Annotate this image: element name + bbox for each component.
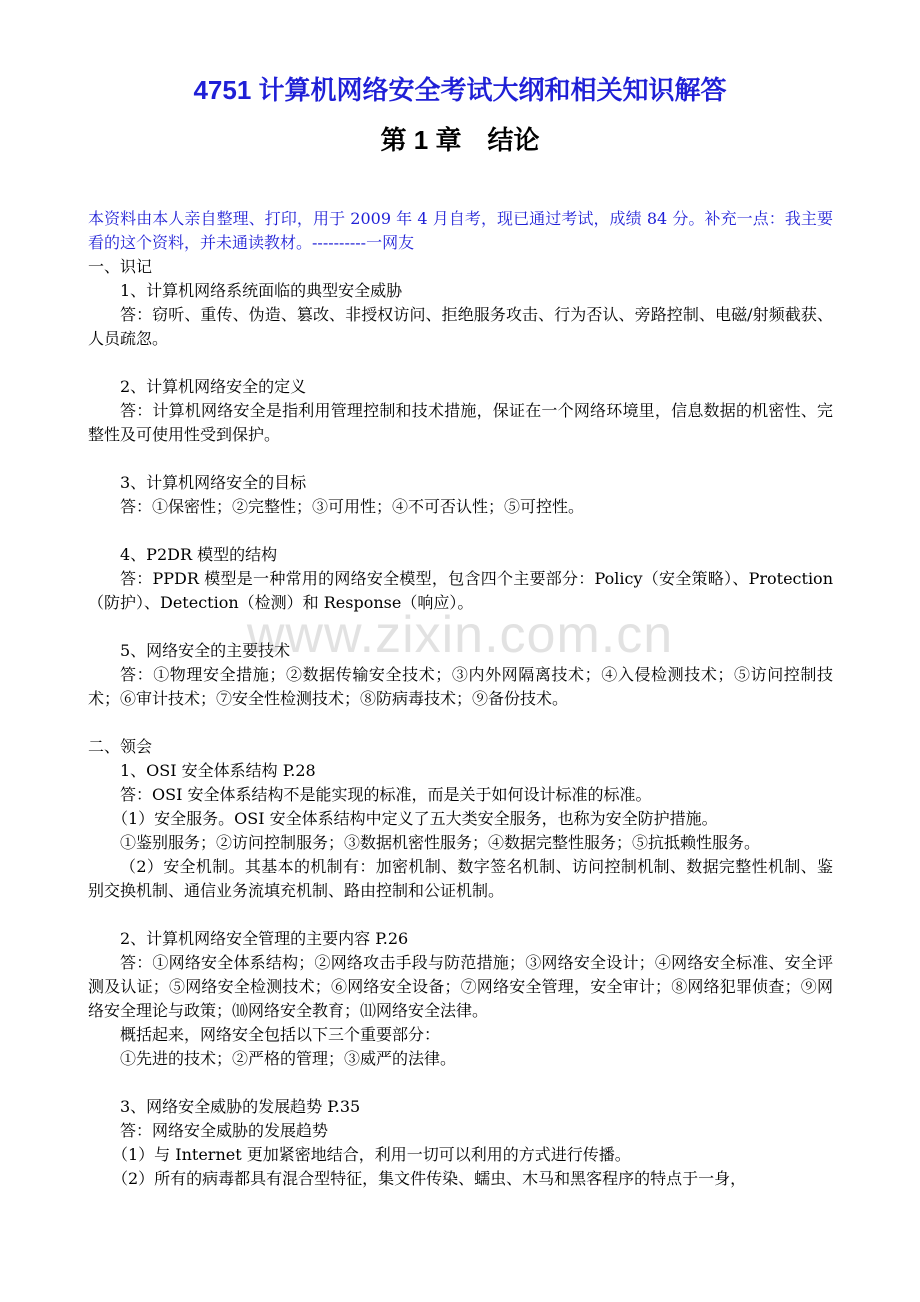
answer-item: （1）与 Internet 更加紧密地结合，利用一切可以利用的方式进行传播。 bbox=[112, 1145, 631, 1164]
answer: 答：OSI 安全体系结构不是能实现的标准，而是关于如何设计标准的标准。 bbox=[120, 785, 652, 804]
question: 3、网络安全威胁的发展趋势 P.35 bbox=[120, 1097, 361, 1116]
document-title: 4751 计算机网络安全考试大纲和相关知识解答 bbox=[193, 75, 727, 105]
document-body bbox=[88, 207, 833, 1191]
answer: 答：①物理安全措施；②数据传输安全技术；③内外网隔离技术；④入侵检测技术；⑤访问控制技术；⑥审计技术；⑦安全性检测技术；⑧防病毒技术；⑨备份技术。 bbox=[88, 665, 833, 708]
question: 2、计算机网络安全管理的主要内容 P.26 bbox=[120, 929, 409, 948]
answer-item: 概括起来，网络安全包括以下三个重要部分： bbox=[120, 1025, 441, 1044]
section-heading: 一、识记 bbox=[88, 257, 153, 276]
answer-item: （1）安全服务。OSI 安全体系结构中定义了五大类安全服务，也称为安全防护措施。 bbox=[112, 809, 718, 828]
intro-note: 本资料由本人亲自整理、打印，用于 2009 年 4 月自考，现已通过考试，成绩 84 分。补充一点：我主要看的这个资料，并未通读教材。----------一网友 bbox=[88, 209, 833, 252]
answer: 答：①保密性；②完整性；③可用性；④不可否认性；⑤可控性。 bbox=[120, 497, 585, 516]
question: 1、计算机网络系统面临的典型安全威胁 bbox=[120, 281, 403, 300]
answer-item: ①先进的技术；②严格的管理；③威严的法律。 bbox=[120, 1049, 457, 1068]
answer-item: ①鉴别服务；②访问控制服务；③数据机密性服务；④数据完整性服务；⑤抗抵赖性服务。 bbox=[120, 833, 761, 852]
answer: 答：网络安全威胁的发展趋势 bbox=[120, 1121, 329, 1140]
question: 3、计算机网络安全的目标 bbox=[120, 473, 307, 492]
question: 4、P2DR 模型的结构 bbox=[120, 545, 278, 564]
answer: 答：PPDR 模型是一种常用的网络安全模型，包含四个主要部分：Policy（安全策略）、Protection（防护）、Detection（检测）和 Response（响应）。 bbox=[88, 569, 833, 612]
chapter-title: 第 1 章 结论 bbox=[380, 125, 540, 155]
answer-item: （2）安全机制。其基本的机制有：加密机制、数字签名机制、访问控制机制、数据完整性机制、鉴别交换机制、通信业务流填充机制、路由控制和公证机制。 bbox=[88, 857, 833, 900]
answer: 答：窃听、重传、伪造、篡改、非授权访问、拒绝服务攻击、行为否认、旁路控制、电磁/射频截获、人员疏忽。 bbox=[88, 305, 833, 348]
answer-item: （2）所有的病毒都具有混合型特征，集文件传染、蠕虫、木马和黑客程序的特点于一身， bbox=[112, 1169, 747, 1188]
question: 2、计算机网络安全的定义 bbox=[120, 377, 307, 396]
question: 1、OSI 安全体系结构 P.28 bbox=[120, 761, 316, 780]
answer: 答：①网络安全体系结构；②网络攻击手段与防范措施；③网络安全设计；④网络安全标准、安全评测及认证；⑤网络安全检测技术；⑥网络安全设备；⑦网络安全管理，安全审计；⑧网络犯罪侦查；⑨网络安全理论与政策；⑽网络安全教育；⑾网络安全法律。 bbox=[88, 953, 833, 1020]
watermark: www.zixin.com.cn bbox=[246, 606, 674, 664]
section-heading: 二、领会 bbox=[88, 737, 153, 756]
question: 5、网络安全的主要技术 bbox=[120, 641, 291, 660]
answer: 答：计算机网络安全是指利用管理控制和技术措施，保证在一个网络环境里，信息数据的机密性、完整性及可使用性受到保护。 bbox=[88, 401, 833, 444]
